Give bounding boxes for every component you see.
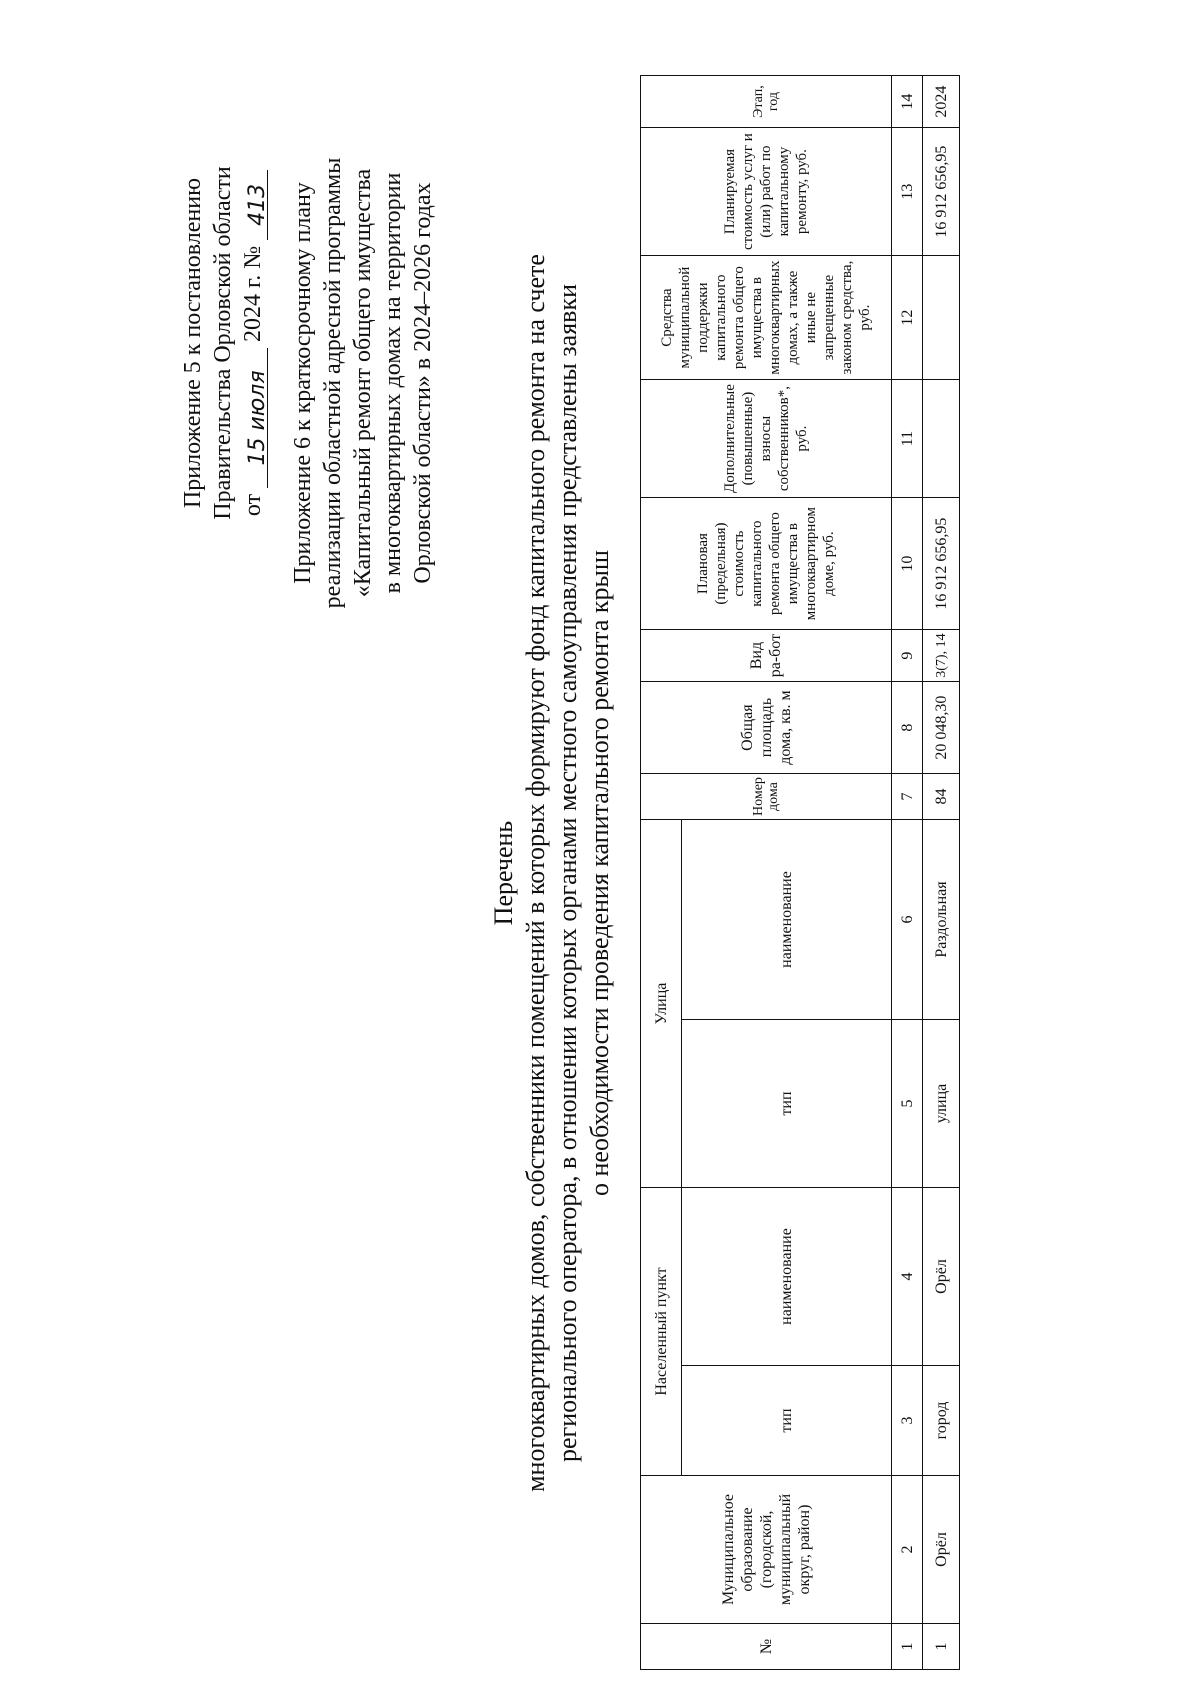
appendix-5-date-line: [238, 63, 268, 623]
appendix-5-line2: Правительства Орловской области: [210, 166, 236, 520]
title-line: регионального оператора, в отношении которых органами местного самоуправления представлены заявки: [553, 284, 582, 1462]
cell-planned-service-cost: 16 912 656,95: [923, 128, 960, 256]
handwritten-number: 413: [243, 170, 268, 240]
cell-municipal-funds: [923, 256, 960, 380]
appendix-6-line: Орловской области» в 2024–2026 годах: [410, 182, 436, 584]
handwritten-date: 15 июля: [243, 348, 268, 488]
cell-street-name: Раздольная: [923, 820, 960, 1020]
column-number: 7: [892, 774, 923, 820]
date-suffix: 2024 г. №: [240, 245, 266, 342]
appendix-6-line: в многоквартирных домах на территории: [380, 172, 406, 594]
column-number: 8: [892, 682, 923, 774]
column-number: 6: [892, 820, 923, 1020]
column-number: 10: [892, 498, 923, 630]
column-number: 12: [892, 256, 923, 380]
header-stage-year: Этап, год: [641, 76, 892, 128]
header-municipal-funds: Средства муниципальной поддержки капитального ремонта общего имущества в многоквартирных домах, а также иные не запрещенные законом средства, руб.: [641, 256, 892, 380]
cell-planned-cost: 16 912 656,95: [923, 498, 960, 630]
title-line: многоквартирных домов, собственники помещений в которых формируют фонд капитального ремонта на счете: [521, 254, 550, 1492]
header-house-no: Номер дома: [641, 774, 892, 820]
appendix-6-line: Приложение 6 к краткосрочному плану: [290, 182, 316, 584]
column-number: 5: [892, 1020, 923, 1188]
column-number: 2: [892, 1476, 923, 1624]
title-heading: Перечень: [489, 820, 518, 926]
header-settlement: Населенный пункт: [641, 1188, 682, 1476]
cell-work-type: 3(7), 14: [923, 630, 960, 682]
header-settlement-name: наименование: [682, 1188, 892, 1366]
cell-street-type: улица: [923, 1020, 960, 1188]
header-planned-cost: Плановая (предельная) стоимость капитального ремонта общего имущества в многоквартирном доме, руб.: [641, 498, 892, 630]
header-planned-service-cost: Планируемая стоимость услуг и (или) работ по капитальному ремонту, руб.: [641, 128, 892, 256]
header-street-name: наименование: [682, 820, 892, 1020]
header-additional-fees: Дополнительные (повышенные) взносы собственников*, руб.: [641, 380, 892, 498]
appendix-6-line: реализации областной адресной программы: [320, 157, 346, 609]
appendix-5-line1: Приложение 5 к постановлению: [180, 177, 206, 509]
header-street: Улица: [641, 820, 682, 1188]
title-line: о необходимости проведения капитального ремонта крыш: [585, 549, 614, 1197]
appendix-6-line: «Капитальный ремонт общего имущества: [350, 168, 376, 598]
column-number: 9: [892, 630, 923, 682]
header-work-type: Вид ра-бот: [641, 630, 892, 682]
header-municipality: Муниципальное образование (городской, муниципальный округ, район): [641, 1476, 892, 1624]
header-area: Общая площадь дома, кв. м: [641, 682, 892, 774]
cell-no: 1: [923, 1624, 960, 1670]
cell-settlement-name: Орёл: [923, 1188, 960, 1366]
cell-house-no: 84: [923, 774, 960, 820]
column-number-row: [892, 76, 923, 1670]
appendix-6-block: [288, 63, 438, 703]
appendix-5-block: [178, 63, 268, 623]
column-number: 3: [892, 1366, 923, 1476]
cell-settlement-type: город: [923, 1366, 960, 1476]
header-settlement-type: тип: [682, 1366, 892, 1476]
table-row: [923, 76, 960, 1670]
houses-table: [640, 75, 960, 1670]
header-no: №: [641, 1624, 892, 1670]
header-street-type: тип: [682, 1020, 892, 1188]
document-title: [488, 183, 616, 1563]
column-number: 11: [892, 380, 923, 498]
column-number: 1: [892, 1624, 923, 1670]
column-number: 14: [892, 76, 923, 128]
cell-area: 20 048,30: [923, 682, 960, 774]
column-number: 4: [892, 1188, 923, 1366]
cell-additional-fees: [923, 380, 960, 498]
column-number: 13: [892, 128, 923, 256]
cell-stage-year: 2024: [923, 76, 960, 128]
cell-municipality: Орёл: [923, 1476, 960, 1624]
date-prefix: от: [240, 493, 266, 517]
header-row-1: [641, 76, 682, 1670]
